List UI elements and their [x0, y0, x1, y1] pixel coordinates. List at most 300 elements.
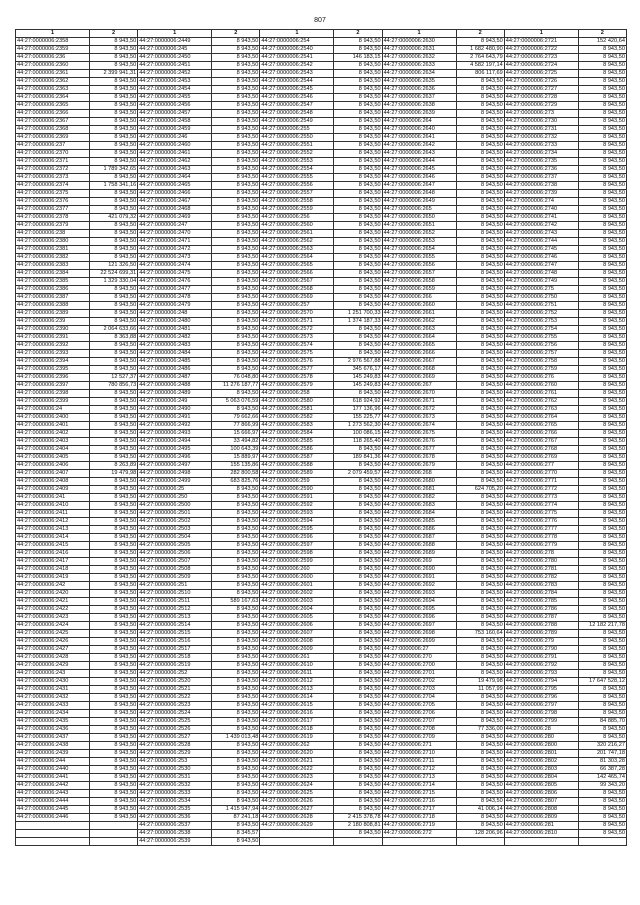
cadastral-number-cell: 44:27:0000006:2693	[382, 590, 456, 598]
cadastral-value-cell: 8 943,50	[334, 574, 382, 582]
cadastral-number-cell: 44:27:0000006:2462	[138, 158, 212, 166]
cadastral-value-cell: 8 943,50	[90, 438, 138, 446]
cadastral-value-cell: 8 943,50	[456, 318, 504, 326]
cadastral-number-cell: 44:27:0000006:2526	[138, 726, 212, 734]
cadastral-number-cell: 44:27:0000006:2406	[16, 462, 90, 470]
cadastral-value-cell: 118 265,40	[334, 438, 382, 446]
cadastral-value-cell: 8 943,50	[456, 390, 504, 398]
cadastral-number-cell: 44:27:0000006:2417	[16, 558, 90, 566]
cadastral-value-cell: 8 943,50	[90, 718, 138, 726]
cadastral-value-cell: 8 943,50	[90, 414, 138, 422]
cadastral-value-cell: 8 943,50	[578, 62, 626, 70]
cadastral-value-cell: 8 943,50	[212, 270, 260, 278]
cadastral-number-cell: 44:27:0000006:2718	[382, 814, 456, 822]
cadastral-number-cell: 44:27:0000006:2412	[16, 518, 90, 526]
cadastral-number-cell: 44:27:0000006:2401	[16, 422, 90, 430]
cadastral-value-cell: 8 943,50	[456, 694, 504, 702]
cadastral-number-cell: 44:27:0000006:2577	[260, 366, 334, 374]
cadastral-value-cell: 87 241,18	[212, 814, 260, 822]
cadastral-number-cell: 44:27:0000006:2765	[504, 422, 578, 430]
cadastral-value-cell: 8 943,50	[212, 310, 260, 318]
cadastral-value-cell: 8 943,50	[334, 518, 382, 526]
cadastral-number-cell: 44:27:0000006:2660	[382, 302, 456, 310]
cadastral-value-cell: 8 943,50	[578, 734, 626, 742]
cadastral-value-cell: 8 943,50	[456, 222, 504, 230]
cadastral-number-cell: 44:27:0000006:2532	[138, 782, 212, 790]
cadastral-value-cell: 17 647 528,12	[578, 678, 626, 686]
cadastral-value-cell: 8 943,50	[456, 446, 504, 454]
cadastral-value-cell: 11 057,99	[456, 686, 504, 694]
cadastral-number-cell: 44:27:0000006:2409	[16, 486, 90, 494]
cadastral-value-cell: 8 943,50	[456, 94, 504, 102]
cadastral-value-cell: 1 415 947,94	[212, 806, 260, 814]
cadastral-number-cell: 44:27:0000006:2364	[16, 94, 90, 102]
cadastral-value-cell: 155 225,77	[334, 414, 382, 422]
table-row	[16, 534, 627, 542]
cadastral-value-cell: 8 943,50	[578, 454, 626, 462]
cadastral-value-cell: 8 943,50	[578, 654, 626, 662]
cadastral-number-cell: 44:27:0000006:2666	[382, 350, 456, 358]
cadastral-value-cell: 8 943,50	[578, 278, 626, 286]
cadastral-value-cell: 8 943,50	[456, 118, 504, 126]
cadastral-value-cell: 8 943,50	[90, 94, 138, 102]
cadastral-value-cell: 8 943,50	[456, 614, 504, 622]
cadastral-value-cell: 1 273 562,30	[334, 422, 382, 430]
cadastral-value-cell: 8 943,50	[456, 326, 504, 334]
cadastral-number-cell: 44:27:0000006:2801	[504, 750, 578, 758]
cadastral-value-cell: 8 943,50	[212, 238, 260, 246]
cadastral-value-cell: 8 943,50	[212, 302, 260, 310]
cadastral-value-cell: 8 943,50	[334, 686, 382, 694]
cadastral-value-cell: 8 943,50	[334, 134, 382, 142]
table-row	[16, 94, 627, 102]
cadastral-value-cell: 8 943,50	[334, 446, 382, 454]
cadastral-number-cell: 44:27:0000006:2810	[504, 830, 578, 838]
cadastral-value-cell: 8 943,50	[334, 806, 382, 814]
cadastral-number-cell: 44:27:0000006:2408	[16, 478, 90, 486]
cadastral-number-cell: 44:27:0000006:2771	[504, 478, 578, 486]
table-row	[16, 86, 627, 94]
cadastral-number-cell: 44:27:0000006:2735	[504, 158, 578, 166]
table-row	[16, 422, 627, 430]
table-row	[16, 494, 627, 502]
cadastral-number-cell: 44:27:0000006:238	[16, 230, 90, 238]
cadastral-number-cell: 44:27:0000006:2761	[504, 390, 578, 398]
cadastral-value-cell: 8 943,50	[578, 422, 626, 430]
cadastral-value-cell: 8 943,50	[578, 254, 626, 262]
cadastral-number-cell: 44:27:0000006:2436	[16, 726, 90, 734]
cadastral-value-cell: 8 943,50	[90, 798, 138, 806]
cadastral-value-cell: 8 943,50	[212, 46, 260, 54]
cadastral-value-cell: 100 643,39	[212, 446, 260, 454]
cadastral-value-cell: 8 943,50	[578, 830, 626, 838]
cadastral-number-cell: 44:27:0000006:2707	[382, 718, 456, 726]
cadastral-value-cell: 8 943,50	[334, 718, 382, 726]
cadastral-value-cell: 8 943,50	[212, 742, 260, 750]
cadastral-number-cell: 44:27:0000006:2796	[504, 694, 578, 702]
cadastral-number-cell: 44:27:0000006:2674	[382, 422, 456, 430]
cadastral-number-cell: 44:27:0000006:2602	[260, 590, 334, 598]
cadastral-value-cell: 8 943,50	[90, 310, 138, 318]
cadastral-value-cell: 8 943,50	[212, 62, 260, 70]
cadastral-value-cell: 8 943,50	[578, 222, 626, 230]
cadastral-value-cell: 8 943,50	[578, 502, 626, 510]
cadastral-value-cell: 8 943,50	[578, 574, 626, 582]
cadastral-number-cell: 44:27:0000006:2802	[504, 758, 578, 766]
cadastral-number-cell: 44:27:0000006:2531	[138, 774, 212, 782]
cadastral-number-cell: 44:27:0000006:2803	[504, 766, 578, 774]
cadastral-value-cell: 8 943,50	[212, 606, 260, 614]
cadastral-number-cell: 44:27:0000006:2643	[382, 150, 456, 158]
table-row	[16, 462, 627, 470]
cadastral-value-cell: 8 943,50	[578, 158, 626, 166]
cadastral-number-cell: 44:27:0000006:2635	[382, 78, 456, 86]
cadastral-number-cell: 44:27:0000006:2618	[260, 726, 334, 734]
cadastral-number-cell: 44:27:0000006:2682	[382, 494, 456, 502]
table-row	[16, 446, 627, 454]
table-row	[16, 126, 627, 134]
cadastral-number-cell: 44:27:0000006:2723	[504, 54, 578, 62]
cadastral-number-cell: 44:27:0000006:2770	[504, 470, 578, 478]
cadastral-value-cell: 8 943,50	[578, 102, 626, 110]
cadastral-value-cell: 189 841,36	[334, 454, 382, 462]
cadastral-number-cell: 44:27:0000006:2788	[504, 622, 578, 630]
cadastral-value-cell: 8 943,50	[90, 430, 138, 438]
cadastral-number-cell: 44:27:0000006:2456	[138, 102, 212, 110]
cadastral-value-cell: 8 943,50	[212, 710, 260, 718]
cadastral-value-cell: 19 479,98	[456, 678, 504, 686]
table-row	[16, 46, 627, 54]
cadastral-number-cell: 44:27:0000006:2686	[382, 526, 456, 534]
cadastral-number-cell: 44:27:0000006:2586	[260, 446, 334, 454]
cadastral-value-cell: 8 943,50	[90, 134, 138, 142]
cadastral-value-cell: 8 943,50	[456, 238, 504, 246]
cadastral-value-cell: 8 943,50	[578, 566, 626, 574]
cadastral-value-cell: 8 943,50	[212, 70, 260, 78]
cadastral-value-cell: 8 943,50	[212, 406, 260, 414]
cadastral-number-cell: 44:27:0000006:2430	[16, 678, 90, 686]
cadastral-number-cell: 44:27:0000006:2395	[16, 366, 90, 374]
cadastral-value-cell: 8 943,50	[90, 286, 138, 294]
cadastral-value-cell: 8 943,50	[90, 590, 138, 598]
cadastral-value-cell: 8 943,50	[456, 822, 504, 830]
cadastral-number-cell: 44:27:0000006:2630	[382, 38, 456, 46]
cadastral-value-cell: 8 943,50	[90, 790, 138, 798]
cadastral-value-cell: 8 943,50	[212, 582, 260, 590]
cadastral-number-cell: 44:27:0000006:2655	[382, 254, 456, 262]
cadastral-value-cell: 142 465,74	[578, 774, 626, 782]
cadastral-number-cell: 44:27:0000006:2567	[260, 278, 334, 286]
cadastral-number-cell: 44:27:0000006:2464	[138, 174, 212, 182]
cadastral-number-cell: 44:27:0000006:2523	[138, 702, 212, 710]
cadastral-number-cell: 44:27:0000006:2699	[382, 638, 456, 646]
cadastral-number-cell: 44:27:0000006:260	[260, 566, 334, 574]
cadastral-number-cell: 44:27:0000006:2779	[504, 542, 578, 550]
cadastral-value-cell: 8 943,50	[456, 590, 504, 598]
cadastral-value-cell: 8 943,50	[212, 54, 260, 62]
cadastral-number-cell: 44:27:0000006:2423	[16, 614, 90, 622]
cadastral-number-cell: 44:27:0000006:2575	[260, 350, 334, 358]
cadastral-value-cell: 8 943,50	[334, 638, 382, 646]
cadastral-value-cell: 8 943,50	[456, 102, 504, 110]
table-row	[16, 214, 627, 222]
cadastral-value-cell: 8 943,50	[212, 118, 260, 126]
cadastral-number-cell: 44:27:0000006:2585	[260, 438, 334, 446]
cadastral-number-cell: 44:27:0000006:250	[138, 494, 212, 502]
cadastral-number-cell: 44:27:0000006:2783	[504, 582, 578, 590]
cadastral-number-cell: 44:27:0000006:2457	[138, 110, 212, 118]
cadastral-number-cell: 44:27:0000006:2638	[382, 102, 456, 110]
cadastral-value-cell: 8 943,50	[456, 126, 504, 134]
cadastral-value-cell: 8 943,50	[212, 726, 260, 734]
cadastral-value-cell: 8 943,50	[578, 326, 626, 334]
cadastral-value-cell: 8 943,50	[456, 462, 504, 470]
cadastral-number-cell: 44:27:0000006:2385	[16, 278, 90, 286]
cadastral-number-cell: 44:27:0000006:2383	[16, 262, 90, 270]
cadastral-value-cell: 8 943,50	[456, 438, 504, 446]
cadastral-value-cell: 2 079 459,57	[334, 470, 382, 478]
cadastral-value-cell: 8 943,50	[456, 542, 504, 550]
cadastral-number-cell: 44:27:0000006:2565	[260, 262, 334, 270]
cadastral-number-cell: 44:27:0000006:2610	[260, 662, 334, 670]
table-row	[16, 662, 627, 670]
cadastral-number-cell: 44:27:0000006:2721	[504, 38, 578, 46]
table-row	[16, 582, 627, 590]
cadastral-value-cell: 2 180 808,81	[334, 822, 382, 830]
cadastral-number-cell: 44:27:0000006:2689	[382, 550, 456, 558]
cadastral-value-cell: 8 943,50	[578, 262, 626, 270]
cadastral-value-cell: 8 943,50	[456, 790, 504, 798]
cadastral-number-cell: 44:27:0000006:2609	[260, 646, 334, 654]
cadastral-value-cell: 8 943,50	[578, 470, 626, 478]
cadastral-value-cell: 84 885,70	[578, 718, 626, 726]
cadastral-value-cell: 8 943,50	[456, 454, 504, 462]
cadastral-number-cell: 44:27:0000006:2429	[16, 662, 90, 670]
cadastral-value-cell: 8 943,50	[334, 94, 382, 102]
table-row	[16, 166, 627, 174]
table-row	[16, 694, 627, 702]
cadastral-value-cell: 8 943,50	[212, 790, 260, 798]
cadastral-number-cell: 44:27:0000006:266	[382, 294, 456, 302]
cadastral-number-cell: 44:27:0000006:2388	[16, 302, 90, 310]
cadastral-value-cell: 8 943,50	[578, 494, 626, 502]
cadastral-number-cell: 44:27:0000006:2452	[138, 70, 212, 78]
cadastral-value-cell: 8 943,50	[334, 150, 382, 158]
cadastral-number-cell: 44:27:0000006:2405	[16, 454, 90, 462]
cadastral-value-cell: 8 943,50	[90, 246, 138, 254]
cadastral-number-cell: 44:27:0000006:2487	[138, 374, 212, 382]
header-code-label: 1	[138, 30, 212, 38]
cadastral-value-cell: 8 943,50	[456, 574, 504, 582]
cadastral-value-cell: 8 943,50	[456, 478, 504, 486]
cadastral-number-cell: 44:27:0000006:2794	[504, 678, 578, 686]
cadastral-number-cell: 44:27:0000006:2717	[382, 806, 456, 814]
cadastral-number-cell: 44:27:0000006:251	[138, 582, 212, 590]
cadastral-value-cell: 8 943,50	[334, 566, 382, 574]
cadastral-value-cell: 8 943,50	[334, 462, 382, 470]
cadastral-value-cell: 8 943,50	[90, 158, 138, 166]
cadastral-number-cell: 44:27:0000006:2683	[382, 502, 456, 510]
cadastral-number-cell: 44:27:0000006:2679	[382, 462, 456, 470]
cadastral-value-cell: 8 943,50	[578, 558, 626, 566]
cadastral-number-cell: 44:27:0000006:2711	[382, 758, 456, 766]
cadastral-value-cell: 8 943,50	[456, 278, 504, 286]
cadastral-value-cell: 8 943,50	[90, 702, 138, 710]
cadastral-number-cell: 44:27:0000006:2637	[382, 94, 456, 102]
cadastral-value-cell: 8 943,50	[456, 134, 504, 142]
cadastral-value-cell: 8 943,50	[456, 782, 504, 790]
cadastral-number-cell: 44:27:0000006:2455	[138, 94, 212, 102]
cadastral-value-cell: 8 943,50	[334, 78, 382, 86]
cadastral-number-cell: 44:27:0000006:249	[138, 398, 212, 406]
cadastral-value-cell: 8 943,50	[578, 414, 626, 422]
cadastral-value-cell: 8 943,50	[90, 558, 138, 566]
cadastral-value-cell: 8 943,50	[90, 446, 138, 454]
cadastral-number-cell: 44:27:0000006:2702	[382, 678, 456, 686]
cadastral-value-cell: 8 943,50	[578, 86, 626, 94]
cadastral-value-cell: 8 943,50	[90, 582, 138, 590]
cadastral-number-cell: 44:27:0000006:2701	[382, 670, 456, 678]
table-row	[16, 574, 627, 582]
cadastral-value-cell: 8 943,50	[578, 110, 626, 118]
cadastral-value-cell: 8 943,50	[334, 118, 382, 126]
cadastral-value-cell: 8 943,50	[90, 62, 138, 70]
cadastral-number-cell: 44:27:0000006:2608	[260, 638, 334, 646]
cadastral-number-cell: 44:27:0000006:2508	[138, 566, 212, 574]
cadastral-value-cell: 8 943,50	[334, 614, 382, 622]
cadastral-number-cell: 44:27:0000006:2641	[382, 134, 456, 142]
cadastral-value-cell: 8 943,50	[334, 830, 382, 838]
table-row	[16, 278, 627, 286]
cadastral-value-cell: 8 943,50	[90, 622, 138, 630]
cadastral-number-cell: 44:27:0000006:2441	[16, 774, 90, 782]
cadastral-number-cell: 44:27:0000006:2398	[16, 390, 90, 398]
cadastral-number-cell: 44:27:0000006:2518	[138, 654, 212, 662]
cadastral-value-cell: 8 943,50	[334, 782, 382, 790]
cadastral-number-cell: 44:27:0000006:2564	[260, 254, 334, 262]
cadastral-value-cell: 8 943,50	[334, 174, 382, 182]
cadastral-value-cell: 1 374 187,33	[334, 318, 382, 326]
cadastral-value-cell: 8 943,50	[212, 150, 260, 158]
cadastral-value-cell: 8 943,50	[90, 318, 138, 326]
cadastral-number-cell: 44:27:0000006:2533	[138, 790, 212, 798]
cadastral-number-cell: 44:27:0000006:2545	[260, 86, 334, 94]
cadastral-value-cell: 8 943,50	[212, 134, 260, 142]
cadastral-number-cell: 44:27:0000006:2551	[260, 142, 334, 150]
cadastral-value-cell: 780 856,73	[90, 382, 138, 390]
cadastral-value-cell: 8 943,50	[456, 814, 504, 822]
table-row	[16, 646, 627, 654]
cadastral-value-cell: 8 943,50	[578, 198, 626, 206]
cadastral-value-cell: 8 943,50	[334, 622, 382, 630]
cadastral-number-cell: 44:27:0000006:2592	[260, 502, 334, 510]
cadastral-value-cell: 8 943,50	[90, 142, 138, 150]
cadastral-number-cell: 44:27:0000006:2670	[382, 390, 456, 398]
cadastral-number-cell: 44:27:0000006:2535	[138, 806, 212, 814]
cadastral-value-cell: 8 943,50	[212, 342, 260, 350]
cadastral-value-cell: 8 943,50	[456, 534, 504, 542]
cadastral-value-cell: 8 943,50	[212, 358, 260, 366]
cadastral-value-cell: 8 943,50	[212, 838, 260, 846]
cadastral-number-cell: 44:27:0000006:2549	[260, 118, 334, 126]
cadastral-number-cell: 44:27:0000006:2419	[16, 574, 90, 582]
cadastral-value-cell: 8 943,50	[212, 718, 260, 726]
cadastral-number-cell: 44:27:0000006:2739	[504, 190, 578, 198]
cadastral-number-cell: 44:27:0000006:2748	[504, 270, 578, 278]
cadastral-number-cell: 44:27:0000006:236	[16, 54, 90, 62]
cadastral-number-cell: 44:27:0000006:2542	[260, 62, 334, 70]
cadastral-value-cell: 8 943,50	[212, 686, 260, 694]
cadastral-number-cell: 44:27:0000006:2376	[16, 198, 90, 206]
table-row	[16, 222, 627, 230]
cadastral-number-cell: 44:27:0000006:2543	[260, 70, 334, 78]
cadastral-value-cell: 5 063 076,59	[212, 398, 260, 406]
table-row	[16, 526, 627, 534]
cadastral-value-cell: 8 943,50	[456, 302, 504, 310]
cadastral-value-cell: 8 943,50	[334, 294, 382, 302]
cadastral-number-cell: 44:27:0000006:2400	[16, 414, 90, 422]
cadastral-number-cell	[260, 838, 334, 846]
cadastral-value-cell: 8 943,50	[456, 742, 504, 750]
cadastral-value-cell: 8 943,50	[578, 510, 626, 518]
cadastral-number-cell: 44:27:0000006:2688	[382, 542, 456, 550]
cadastral-number-cell: 44:27:0000006:2696	[382, 614, 456, 622]
cadastral-number-cell: 44:27:0000006:2563	[260, 246, 334, 254]
cadastral-number-cell: 44:27:0000006:2501	[138, 510, 212, 518]
cadastral-value-cell: 8 943,50	[578, 286, 626, 294]
cadastral-number-cell: 44:27:0000006:2514	[138, 622, 212, 630]
cadastral-value-cell: 8 943,50	[456, 566, 504, 574]
cadastral-value-cell: 8 943,50	[212, 126, 260, 134]
cadastral-value-cell: 8 943,50	[456, 214, 504, 222]
cadastral-number-cell: 44:27:0000006:2537	[138, 822, 212, 830]
cadastral-value-cell: 8 943,50	[212, 246, 260, 254]
cadastral-number-cell: 44:27:0000006:2649	[382, 198, 456, 206]
cadastral-number-cell: 44:27:0000006:2756	[504, 342, 578, 350]
table-row	[16, 38, 627, 46]
cadastral-number-cell: 44:27:0000006:2559	[260, 206, 334, 214]
cadastral-value-cell: 8 943,50	[212, 566, 260, 574]
cadastral-value-cell: 8 943,50	[334, 182, 382, 190]
cadastral-number-cell: 44:27:0000006:2595	[260, 526, 334, 534]
cadastral-number-cell: 44:27:0000006:2799	[504, 718, 578, 726]
cadastral-number-cell	[16, 822, 90, 830]
cadastral-value-cell: 8 943,50	[212, 670, 260, 678]
cadastral-value-cell: 8 943,50	[578, 366, 626, 374]
cadastral-number-cell: 44:27:0000006:2413	[16, 526, 90, 534]
cadastral-number-cell: 44:27:0000006:2489	[138, 390, 212, 398]
cadastral-number-cell: 44:27:0000006:2392	[16, 342, 90, 350]
table-row	[16, 478, 627, 486]
cadastral-number-cell: 44:27:0000006:2427	[16, 646, 90, 654]
cadastral-number-cell: 44:27:0000006:2556	[260, 182, 334, 190]
cadastral-number-cell: 44:27:0000006:2573	[260, 334, 334, 342]
cadastral-number-cell: 44:27:0000006:2399	[16, 398, 90, 406]
cadastral-number-cell: 44:27:0000006:2497	[138, 462, 212, 470]
cadastral-value-cell: 8 943,50	[456, 262, 504, 270]
cadastral-value-cell: 8 943,50	[456, 246, 504, 254]
cadastral-value-cell: 8 943,50	[212, 750, 260, 758]
cadastral-value-cell: 8 943,50	[334, 798, 382, 806]
cadastral-value-cell	[90, 830, 138, 838]
cadastral-value-cell: 8 943,50	[90, 766, 138, 774]
cadastral-value-cell: 8 943,50	[578, 78, 626, 86]
cadastral-number-cell: 44:27:0000006:2394	[16, 358, 90, 366]
cadastral-value-cell: 8 943,50	[90, 726, 138, 734]
cadastral-value-cell: 8 943,50	[212, 518, 260, 526]
cadastral-number-cell: 44:27:0000006:2415	[16, 542, 90, 550]
cadastral-number-cell: 44:27:0000006:2692	[382, 582, 456, 590]
